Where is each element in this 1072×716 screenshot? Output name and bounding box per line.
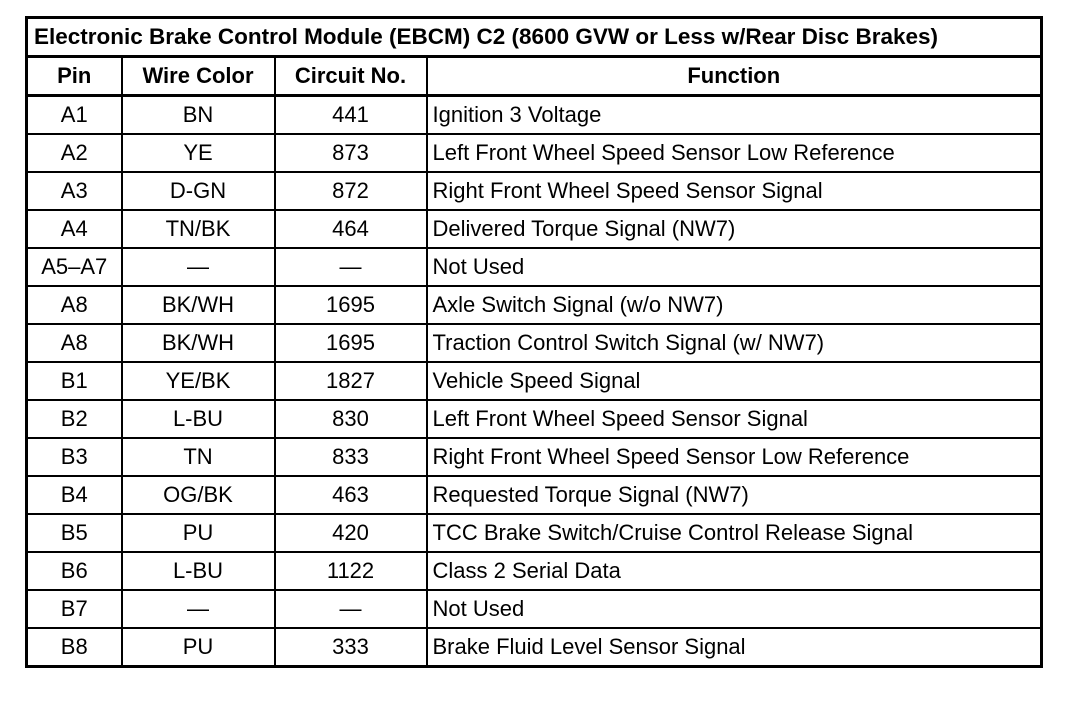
table-row: [27, 552, 1042, 590]
table-row: [27, 286, 1042, 324]
table-caption-row: [27, 18, 1042, 57]
function-cell: TCC Brake Switch/Cruise Control Release Signal: [427, 514, 1042, 552]
table-row: [27, 134, 1042, 172]
wire-color-cell: TN/BK: [122, 210, 275, 248]
table-row: [27, 628, 1042, 667]
circuit-no-cell: 1827: [275, 362, 427, 400]
pin-cell: B5: [27, 514, 122, 552]
table-row: [27, 514, 1042, 552]
pin-cell: A8: [27, 324, 122, 362]
header-pin: Pin: [27, 57, 122, 96]
table-caption: Electronic Brake Control Module (EBCM) C2 (8600 GVW or Less w/Rear Disc Brakes): [27, 18, 1042, 57]
function-cell: Left Front Wheel Speed Sensor Signal: [427, 400, 1042, 438]
wire-color-cell: L-BU: [122, 400, 275, 438]
table-row: [27, 476, 1042, 514]
table-row: [27, 248, 1042, 286]
wire-color-cell: BN: [122, 96, 275, 135]
circuit-no-cell: 833: [275, 438, 427, 476]
wire-color-cell: YE: [122, 134, 275, 172]
function-cell: Delivered Torque Signal (NW7): [427, 210, 1042, 248]
circuit-no-cell: 441: [275, 96, 427, 135]
function-cell: Requested Torque Signal (NW7): [427, 476, 1042, 514]
pin-cell: A5–A7: [27, 248, 122, 286]
wire-color-cell: OG/BK: [122, 476, 275, 514]
table-row: [27, 438, 1042, 476]
circuit-no-cell: 1695: [275, 324, 427, 362]
circuit-no-cell: —: [275, 590, 427, 628]
pin-cell: B4: [27, 476, 122, 514]
wire-color-cell: TN: [122, 438, 275, 476]
wire-color-cell: BK/WH: [122, 286, 275, 324]
pin-cell: B7: [27, 590, 122, 628]
connector-pinout-table: [25, 16, 1043, 668]
circuit-no-cell: 1122: [275, 552, 427, 590]
circuit-no-cell: 873: [275, 134, 427, 172]
function-cell: Right Front Wheel Speed Sensor Low Reference: [427, 438, 1042, 476]
pin-cell: B6: [27, 552, 122, 590]
function-cell: Vehicle Speed Signal: [427, 362, 1042, 400]
table-row: [27, 362, 1042, 400]
wire-color-cell: —: [122, 590, 275, 628]
table-row: [27, 172, 1042, 210]
function-cell: Brake Fluid Level Sensor Signal: [427, 628, 1042, 667]
table-body: [27, 96, 1042, 667]
function-cell: Left Front Wheel Speed Sensor Low Reference: [427, 134, 1042, 172]
pin-cell: A3: [27, 172, 122, 210]
wire-color-cell: PU: [122, 628, 275, 667]
pin-cell: A2: [27, 134, 122, 172]
function-cell: Ignition 3 Voltage: [427, 96, 1042, 135]
function-cell: Right Front Wheel Speed Sensor Signal: [427, 172, 1042, 210]
wire-color-cell: YE/BK: [122, 362, 275, 400]
circuit-no-cell: 1695: [275, 286, 427, 324]
wire-color-cell: L-BU: [122, 552, 275, 590]
wire-color-cell: —: [122, 248, 275, 286]
circuit-no-cell: —: [275, 248, 427, 286]
table-row: [27, 400, 1042, 438]
header-wire-color: Wire Color: [122, 57, 275, 96]
table-row: [27, 96, 1042, 135]
pin-cell: B2: [27, 400, 122, 438]
table-row: [27, 210, 1042, 248]
function-cell: Not Used: [427, 248, 1042, 286]
wire-color-cell: BK/WH: [122, 324, 275, 362]
header-function: Function: [427, 57, 1042, 96]
pin-cell: A1: [27, 96, 122, 135]
header-circuit-no: Circuit No.: [275, 57, 427, 96]
circuit-no-cell: 463: [275, 476, 427, 514]
circuit-no-cell: 464: [275, 210, 427, 248]
wire-color-cell: D-GN: [122, 172, 275, 210]
pin-cell: B3: [27, 438, 122, 476]
wire-color-cell: PU: [122, 514, 275, 552]
pin-cell: B1: [27, 362, 122, 400]
table-row: [27, 324, 1042, 362]
table-row: [27, 590, 1042, 628]
circuit-no-cell: 420: [275, 514, 427, 552]
function-cell: Traction Control Switch Signal (w/ NW7): [427, 324, 1042, 362]
circuit-no-cell: 830: [275, 400, 427, 438]
function-cell: Class 2 Serial Data: [427, 552, 1042, 590]
function-cell: Not Used: [427, 590, 1042, 628]
table-header-row: [27, 57, 1042, 96]
function-cell: Axle Switch Signal (w/o NW7): [427, 286, 1042, 324]
circuit-no-cell: 333: [275, 628, 427, 667]
circuit-no-cell: 872: [275, 172, 427, 210]
pin-cell: A8: [27, 286, 122, 324]
pin-cell: B8: [27, 628, 122, 667]
pin-cell: A4: [27, 210, 122, 248]
